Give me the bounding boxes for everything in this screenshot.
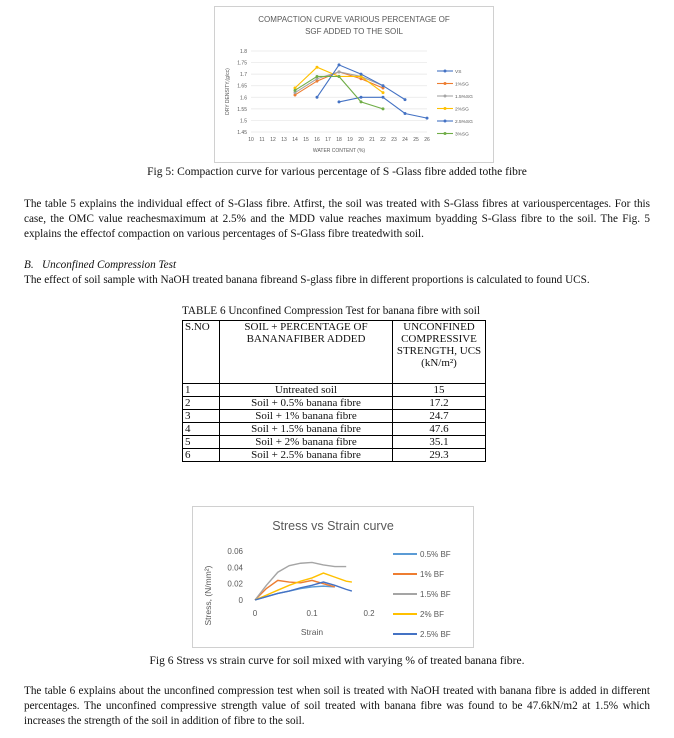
table6-caption: TABLE 6 Unconfined Compression Test for banana fibre with soil: [182, 305, 480, 317]
x-tick-label: 11: [259, 137, 265, 143]
x-axis-label: Strain: [300, 627, 324, 637]
legend-marker: [444, 95, 447, 98]
legend-label: 2%SG: [455, 107, 469, 113]
data-point: [382, 96, 385, 99]
table-row: [183, 397, 486, 410]
y-tick-label: 1.7: [240, 72, 247, 79]
figure-6-caption: Fig 6 Stress vs strain curve for soil mixed with varying % of treated banana fibre.: [149, 655, 525, 667]
data-point: [338, 70, 341, 73]
x-tick-label: 25: [413, 137, 419, 143]
table6: [182, 320, 486, 462]
data-point: [294, 89, 297, 92]
legend-marker: [444, 82, 447, 85]
x-tick-label: 10: [248, 137, 254, 143]
paragraph-ucs: The effect of soil sample with NaOH treated banana fibreand S-glass fibre in different proportions is calculated to found UCS.: [24, 274, 590, 286]
x-tick-label: 0.1: [306, 609, 318, 618]
data-point: [426, 117, 429, 120]
x-tick-label: 15: [303, 137, 309, 143]
table-row: [183, 423, 486, 436]
y-tick-label: 1.75: [237, 60, 247, 67]
x-tick-label: 26: [424, 137, 430, 143]
legend-marker: [444, 70, 447, 73]
y-tick-label: 1.8: [240, 49, 247, 55]
table6-cell-ucs: 29.3: [393, 449, 486, 462]
y-tick-label: 0.06: [227, 547, 243, 556]
data-point: [316, 96, 319, 99]
table6-cell-soil: Soil + 0.5% banana fibre: [220, 397, 393, 410]
x-tick-label: 24: [402, 137, 408, 143]
x-tick-label: 18: [336, 137, 342, 143]
data-point: [338, 100, 341, 103]
series-line: [317, 65, 405, 100]
compaction-chart-plot: [215, 7, 493, 162]
data-point: [316, 66, 319, 69]
y-tick-label: 0.04: [227, 563, 243, 573]
data-point: [316, 75, 319, 78]
data-point: [360, 73, 363, 76]
table6-cell-soil: Untreated soil: [220, 384, 393, 397]
data-point: [338, 75, 341, 78]
paragraph-table6: The table 6 explains about the unconfined compression test when soil is treated with NaOH treated with banana fibre is added in different percentages. The unconfined compressive strength value of soil treated with banana fibre was found to be 47.6kN/m2 at 1.5% which increases the strength of the soil in addition of fibre to the soil.: [24, 685, 650, 727]
legend-label: 1.5%SG: [455, 95, 473, 100]
data-point: [404, 112, 407, 115]
data-point: [382, 91, 385, 94]
compaction-chart-title-line1: COMPACTION CURVE VARIOUS PERCENTAGE OF: [258, 15, 450, 24]
y-tick-label: 0: [238, 596, 243, 605]
table6-cell-sno: 3: [183, 410, 220, 423]
y-tick-label: 1.45: [237, 130, 247, 136]
legend-label: 2.5% BF: [420, 630, 451, 639]
table6-cell-ucs: 24.7: [393, 410, 486, 423]
stress-strain-chart-title: Stress vs Strain curve: [272, 519, 394, 533]
section-b-title: Unconfined Compression Test: [42, 259, 177, 271]
x-tick-label: 20: [358, 137, 364, 143]
legend-marker: [444, 107, 447, 110]
stress-strain-chart: [192, 506, 474, 648]
table6-cell-ucs: 47.6: [393, 423, 486, 436]
x-axis-label: WATER CONTENT (%): [312, 148, 366, 154]
table6-cell-ucs: 17.2: [393, 397, 486, 410]
y-tick-label: 0.02: [227, 579, 243, 589]
section-b-heading: [24, 259, 176, 271]
x-tick-label: 19: [347, 137, 353, 143]
x-tick-label: 21: [369, 137, 375, 143]
table6-cell-sno: 6: [183, 449, 220, 462]
legend-label: 2.5%SG: [455, 120, 473, 125]
table6-cell-ucs: 35.1: [393, 436, 486, 449]
legend-label: 3%SG: [455, 132, 469, 138]
x-tick-label: 13: [281, 137, 287, 143]
x-tick-label: 22: [380, 137, 386, 143]
x-tick-label: 23: [391, 137, 397, 143]
legend-label: 2% BF: [420, 610, 445, 619]
x-tick-label: 14: [292, 137, 298, 143]
table6-cell-soil: Soil + 2% banana fibre: [220, 436, 393, 449]
data-point: [338, 63, 341, 66]
x-tick-label: 17: [325, 137, 331, 143]
compaction-chart-title-line2: SGF ADDED TO THE SOIL: [305, 27, 403, 36]
table6-cell-sno: 1: [183, 384, 220, 397]
table6-header-ucs: UNCONFINED COMPRESSIVE STRENGTH, UCS (kN/m²): [393, 321, 486, 384]
data-point: [382, 107, 385, 110]
y-axis-label: Stress, (N/mm²): [203, 565, 213, 626]
table6-header-row: [183, 321, 486, 384]
stress-strain-chart-plot: [193, 507, 473, 647]
x-tick-label: 16: [314, 137, 320, 143]
data-point: [360, 96, 363, 99]
table6-header-soil: SOIL + PERCENTAGE OF BANANAFIBER ADDED: [220, 321, 393, 384]
data-point: [404, 98, 407, 101]
table6-cell-ucs: 15: [393, 384, 486, 397]
series-line: [255, 582, 352, 600]
legend-marker: [444, 132, 447, 135]
data-point: [360, 100, 363, 103]
table-row: [183, 449, 486, 462]
data-point: [382, 84, 385, 87]
legend-label: 1.5% BF: [420, 590, 451, 599]
y-axis-label: DRY DENSITY,(g/cc): [225, 68, 231, 115]
y-tick-label: 1.5: [240, 118, 247, 125]
x-tick-label: 12: [270, 137, 276, 143]
table6-cell-sno: 4: [183, 423, 220, 436]
table6-header-sno: S.NO: [183, 321, 220, 384]
table6-cell-soil: Soil + 2.5% banana fibre: [220, 449, 393, 462]
y-tick-label: 1.65: [237, 83, 247, 90]
legend-label: 1% BF: [420, 570, 445, 579]
x-tick-label: 0: [252, 609, 258, 618]
paragraph-table5: The table 5 explains the individual effect of S-Glass fibre. Atfirst, the soil was treated with S-Glass fibres at variouspercentages. For this case, the OMC value reachesmaximum at 2.5% and the MDD value reaches maximum byadding S-Glass fibre to the soil. The Fig. 5 explains the effectof compaction on various percentages of S-Glass fibre treatedwith soil.: [24, 198, 650, 240]
x-tick-label: 0.2: [363, 609, 375, 618]
table-row: [183, 410, 486, 423]
series-line: [295, 76, 383, 108]
legend-label: VS: [455, 70, 462, 75]
section-b-label: B.: [24, 259, 34, 271]
legend-label: 0.5% BF: [420, 550, 451, 559]
table6-cell-sno: 5: [183, 436, 220, 449]
table6-cell-soil: Soil + 1.5% banana fibre: [220, 423, 393, 436]
y-tick-label: 1.6: [240, 95, 247, 102]
legend-marker: [444, 120, 447, 123]
compaction-chart: [214, 6, 494, 163]
y-tick-label: 1.55: [237, 106, 247, 113]
legend-label: 1%SG: [455, 82, 469, 88]
table6-cell-sno: 2: [183, 397, 220, 410]
figure-5-caption: Fig 5: Compaction curve for various percentage of S -Glass fibre added tothe fibre: [147, 166, 527, 178]
table-row: [183, 436, 486, 449]
table6-cell-soil: Soil + 1% banana fibre: [220, 410, 393, 423]
table-row: [183, 384, 486, 397]
